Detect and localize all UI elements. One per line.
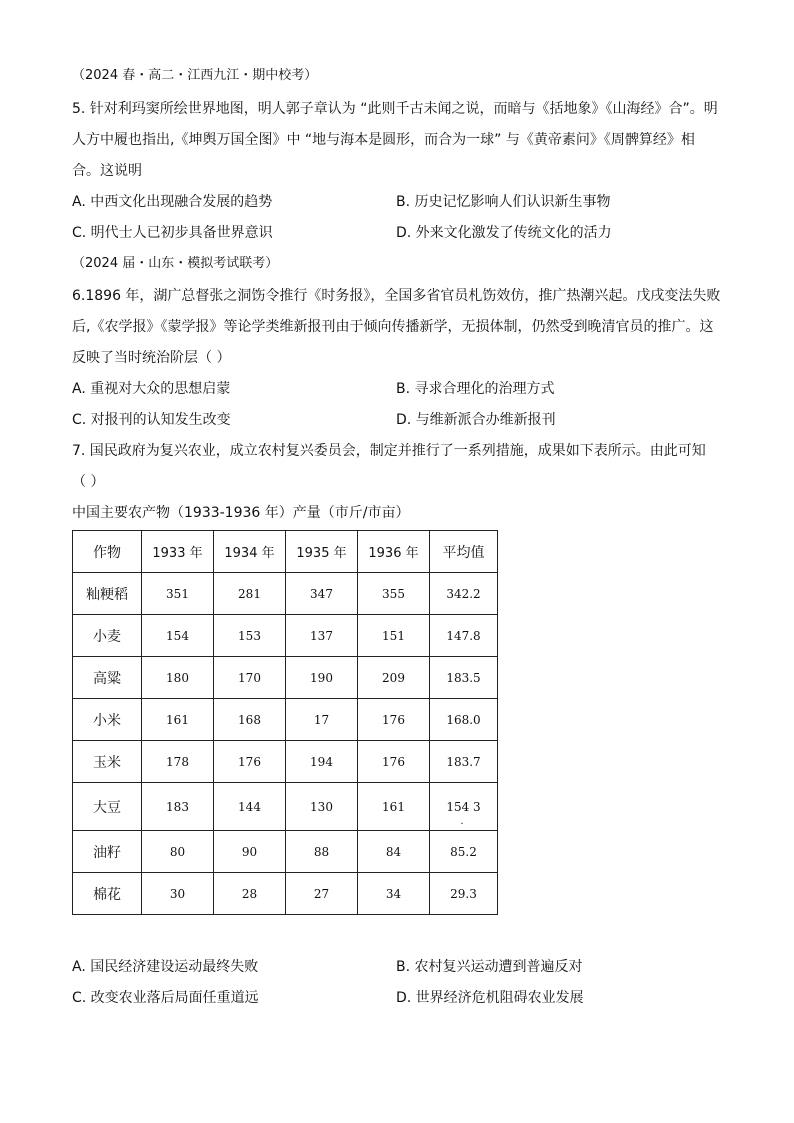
table-cell: 190 xyxy=(286,657,358,699)
table-cell: 176 xyxy=(358,741,430,783)
table-cell-average: 29.3 xyxy=(430,873,498,915)
table-cell-crop: 小麦 xyxy=(73,615,142,657)
table-header-cell: 1936 年 xyxy=(358,531,430,573)
table-header-row xyxy=(73,531,498,573)
table-header-cell: 1934 年 xyxy=(214,531,286,573)
table-cell: 90 xyxy=(214,831,286,873)
table-cell: 347 xyxy=(286,573,358,615)
q5-stem-line-1: 5. 针对利玛窦所绘世界地图，明人郭子章认为 “此则千古未闻之说，而暗与《括地象》《山海经》合”。明 xyxy=(72,101,718,117)
table-cell-average: 342.2 xyxy=(430,573,498,615)
table-cell: 88 xyxy=(286,831,358,873)
table-cell: 209 xyxy=(358,657,430,699)
q5-stem-line-3: 合。这说明 xyxy=(72,163,142,179)
table-row xyxy=(73,783,498,831)
table-cell: 176 xyxy=(358,699,430,741)
q6-option-c[interactable]: C. 对报刊的认知发生改变 xyxy=(72,412,231,428)
table-cell: 28 xyxy=(214,873,286,915)
table-cell: 180 xyxy=(142,657,214,699)
table-cell-crop: 油籽 xyxy=(73,831,142,873)
table-header-cell: 作物 xyxy=(73,531,142,573)
q6-option-a[interactable]: A. 重视对大众的思想启蒙 xyxy=(72,381,231,397)
table-cell: 27 xyxy=(286,873,358,915)
q5-option-d[interactable]: D. 外来文化激发了传统文化的活力 xyxy=(396,225,612,241)
odd-average-value xyxy=(446,799,481,827)
table-cell: 194 xyxy=(286,741,358,783)
table-row xyxy=(73,699,498,741)
table-header-cell: 1933 年 xyxy=(142,531,214,573)
table-cell-crop: 小米 xyxy=(73,699,142,741)
q5-option-b[interactable]: B. 历史记忆影响人们认识新生事物 xyxy=(396,194,611,210)
odd-average-text: 154 3 xyxy=(446,799,481,814)
table-cell-crop: 玉米 xyxy=(73,741,142,783)
table-cell-average: 147.8 xyxy=(430,615,498,657)
table-cell: 84 xyxy=(358,831,430,873)
table-row xyxy=(73,741,498,783)
table-cell: 351 xyxy=(142,573,214,615)
table-cell-crop: 籼粳稻 xyxy=(73,573,142,615)
table-row xyxy=(73,573,498,615)
table-cell: 161 xyxy=(358,783,430,831)
table-cell: 130 xyxy=(286,783,358,831)
table-cell-average xyxy=(430,783,498,831)
table-header-cell: 1935 年 xyxy=(286,531,358,573)
table-cell: 80 xyxy=(142,831,214,873)
table-cell-average: 183.5 xyxy=(430,657,498,699)
q6-option-d[interactable]: D. 与维新派合办维新报刊 xyxy=(396,412,556,428)
q7-option-d[interactable]: D. 世界经济危机阻碍农业发展 xyxy=(396,990,584,1006)
table-cell: 161 xyxy=(142,699,214,741)
table-cell: 168 xyxy=(214,699,286,741)
table-row xyxy=(73,615,498,657)
q7-option-a[interactable]: A. 国民经济建设运动最终失败 xyxy=(72,959,259,975)
table-cell: 144 xyxy=(214,783,286,831)
table-cell: 137 xyxy=(286,615,358,657)
table-cell-average: 85.2 xyxy=(430,831,498,873)
q5-source: （2024 春・高二・江西九江・期中校考） xyxy=(72,68,318,83)
table-cell-average: 168.0 xyxy=(430,699,498,741)
table-cell: 281 xyxy=(214,573,286,615)
q6-source: （2024 届・山东・模拟考试联考） xyxy=(72,256,279,271)
table-cell: 151 xyxy=(358,615,430,657)
table-cell: 183 xyxy=(142,783,214,831)
table-cell: 154 xyxy=(142,615,214,657)
table-cell-crop: 大豆 xyxy=(73,783,142,831)
q7-option-b[interactable]: B. 农村复兴运动遭到普遍反对 xyxy=(396,959,583,975)
table-cell: 355 xyxy=(358,573,430,615)
table-cell-crop: 棉花 xyxy=(73,873,142,915)
table-cell: 178 xyxy=(142,741,214,783)
q5-stem-line-2: 人方中履也指出,《坤舆万国全图》中 “地与海本是圆形，而合为一球” 与《黄帝素问》《周髀算经》相 xyxy=(72,132,695,148)
table-header-cell: 平均值 xyxy=(430,531,498,573)
q6-stem-line-2: 后,《农学报》《蒙学报》等论学类维新报刊由于倾向传播新学，无损体制，仍然受到晚清官员的推广。这 xyxy=(72,319,714,335)
table-cell: 153 xyxy=(214,615,286,657)
table-cell: 17 xyxy=(286,699,358,741)
q6-stem-line-3: 反映了当时统治阶层（ ） xyxy=(72,350,231,366)
q7-stem-line-1: 7. 国民政府为复兴农业，成立农村复兴委员会，制定并推行了一系列措施，成果如下表所示。由此可知 xyxy=(72,443,706,459)
table-cell-average: 183.7 xyxy=(430,741,498,783)
table-cell-crop: 高粱 xyxy=(73,657,142,699)
table-cell: 34 xyxy=(358,873,430,915)
table-cell: 30 xyxy=(142,873,214,915)
table-row xyxy=(73,657,498,699)
q7-option-c[interactable]: C. 改变农业落后局面任重道远 xyxy=(72,990,259,1006)
table-row xyxy=(73,831,498,873)
stray-dot: . xyxy=(460,815,464,827)
table-cell: 176 xyxy=(214,741,286,783)
q7-stem-line-2: （ ） xyxy=(72,474,105,490)
table-row xyxy=(73,873,498,915)
crop-yield-table xyxy=(72,530,498,915)
table-cell: 170 xyxy=(214,657,286,699)
q6-option-b[interactable]: B. 寻求合理化的治理方式 xyxy=(396,381,555,397)
q5-option-a[interactable]: A. 中西文化出现融合发展的趋势 xyxy=(72,194,273,210)
q7-table-caption: 中国主要农产物（1933-1936 年）产量（市斤/市亩） xyxy=(72,505,410,521)
q6-stem-line-1: 6.1896 年，湖广总督张之洞饬令推行《时务报》，全国多省官员札饬效仿，推广热潮兴起。戊戌变法失败 xyxy=(72,288,721,304)
q5-option-c[interactable]: C. 明代士人已初步具备世界意识 xyxy=(72,225,273,241)
